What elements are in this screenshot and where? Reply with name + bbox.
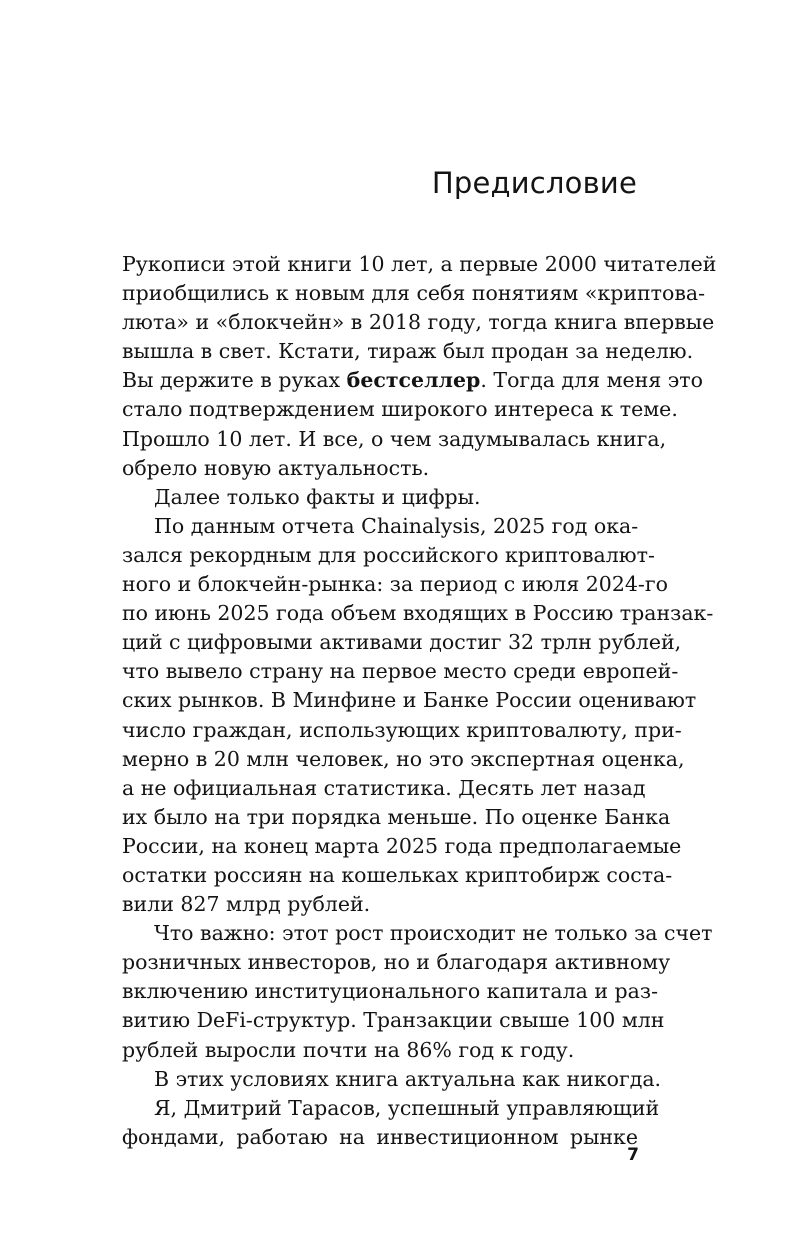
- text-line: [122, 745, 685, 774]
- text-line: [122, 832, 682, 861]
- text-segment: России, на конец марта 2025 года предполагаемые: [122, 833, 682, 858]
- text-line: [122, 366, 703, 395]
- text-line: [122, 716, 682, 745]
- text-line: [122, 279, 706, 308]
- text-line: [122, 1036, 638, 1065]
- text-line: [122, 919, 713, 948]
- text-line: [122, 890, 638, 919]
- text-segment: Рукописи этой книги 10 лет, а первые 2000 читателей: [122, 252, 717, 276]
- text-line: [122, 512, 638, 541]
- text-line: [122, 628, 682, 657]
- text-line: [122, 454, 638, 483]
- text-segment: Вы держите в руках: [122, 368, 347, 393]
- text-segment: люта» и «блокчейн» в 2018 году, тогда книга впервые: [122, 310, 715, 335]
- text-segment: ций с цифровыми активами достиг 32 трлн рублей,: [122, 630, 682, 655]
- text-line: [122, 774, 646, 803]
- text-segment: . Тогда для меня это: [480, 368, 703, 393]
- text-line: [122, 977, 658, 1006]
- text-segment: Я, Дмитрий Тарасов, успешный управляющий: [154, 1095, 660, 1120]
- page-number: 7: [627, 1145, 639, 1165]
- text-segment: ских рынков. В Минфине и Банке России оценивают: [122, 688, 697, 713]
- text-segment: число граждан, использующих криптовалюту, при-: [122, 717, 682, 742]
- text-segment: мерно в 20 млн человек, но это экспертная оценка,: [122, 746, 685, 771]
- text-line: [122, 599, 714, 628]
- text-segment: по июнь 2025 года объем входящих в Россию транзак-: [122, 601, 714, 626]
- text-line: [122, 803, 671, 832]
- text-segment: что вывело страну на первое место среди европей-: [122, 659, 679, 684]
- text-segment: Прошло 10 лет. И все, о чем задумывалась книга,: [122, 426, 667, 451]
- text-segment: зался рекордным для российского криптовалют-: [122, 542, 655, 567]
- body-text: [122, 250, 717, 1152]
- bold-term: бестселлер: [346, 368, 481, 393]
- chapter-title: Предисловие: [431, 166, 637, 200]
- text-segment: вышла в свет. Кстати, тираж был продан за неделю.: [122, 339, 694, 364]
- text-segment: Что важно: этот рост происходит не только за счет: [154, 921, 713, 946]
- text-segment: фондами, работаю на инвестиционном рынке: [122, 1124, 638, 1149]
- text-line: [122, 1065, 662, 1094]
- text-line: [122, 483, 638, 512]
- text-line: [122, 570, 668, 599]
- text-line: [122, 1123, 638, 1152]
- text-segment: обрело новую актуальность.: [122, 455, 430, 480]
- text-segment: Далее только факты и цифры.: [154, 484, 481, 509]
- text-line: [122, 308, 715, 337]
- text-segment: включению институционального капитала и раз-: [122, 979, 658, 1004]
- text-segment: В этих условиях книга актуальна как никогда.: [154, 1066, 662, 1091]
- text-line: [122, 1094, 660, 1123]
- text-line: [122, 861, 673, 890]
- text-line: [122, 425, 667, 454]
- text-segment: стало подтверждением широкого интереса к теме.: [122, 397, 678, 422]
- text-segment: витию DeFi-структур. Транзакции свыше 100 млн: [122, 1008, 665, 1033]
- text-segment: розничных инвесторов, но и благодаря активному: [122, 950, 671, 975]
- text-segment: рублей выросли почти на 86% год к году.: [122, 1037, 575, 1062]
- text-line: [122, 541, 655, 570]
- text-line: [122, 948, 671, 977]
- text-segment: вили 827 млрд рублей.: [122, 892, 371, 917]
- text-line: [122, 395, 678, 424]
- text-line: [122, 250, 717, 279]
- text-line: [122, 686, 697, 715]
- text-line: [122, 657, 679, 686]
- text-segment: приобщились к новым для себя понятиям «криптова-: [122, 281, 706, 306]
- text-segment: остатки россиян на кошельках криптобирж соста-: [122, 862, 673, 887]
- text-line: [122, 1006, 665, 1035]
- text-segment: По данным отчета Chainalysis, 2025 год ока-: [154, 513, 639, 538]
- text-segment: их было на три порядка меньше. По оценке Банка: [122, 804, 671, 829]
- text-segment: ного и блокчейн-рынка: за период с июля 2024-го: [122, 572, 668, 597]
- text-line: [122, 337, 694, 366]
- text-segment: а не официальная статистика. Десять лет назад: [122, 775, 646, 800]
